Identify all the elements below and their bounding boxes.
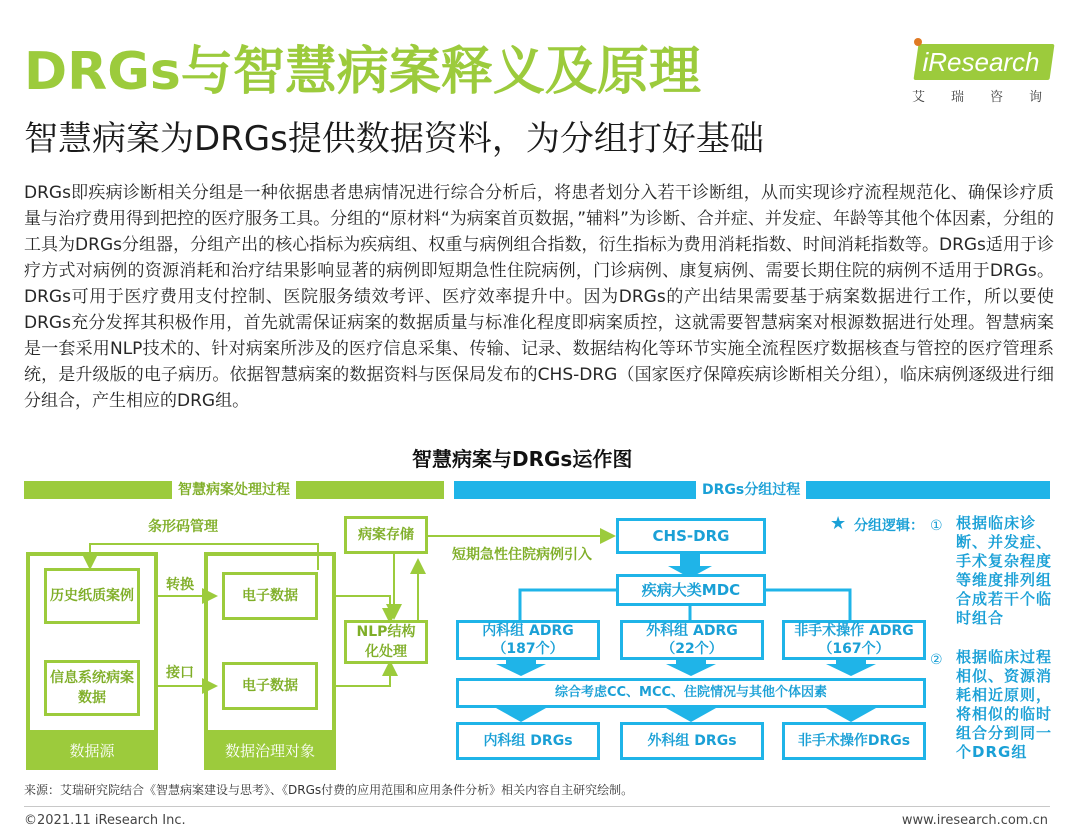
adrg-surgical-label: 外科组 ADRG [646, 623, 738, 639]
data-governance-label: 数据治理对象 [204, 730, 336, 770]
nlp-box: NLP结构化处理 [344, 620, 428, 664]
adrg-nonsurgical-label: 非手术操作 ADRG [794, 623, 914, 639]
drg-surgical-box: 外科组 DRGs [620, 722, 764, 760]
footer-divider [24, 806, 1050, 807]
copyright: ©2021.11 iResearch Inc. [24, 813, 186, 828]
page-title: DRGs与智慧病案释义及原理 [24, 42, 701, 102]
edata-box-2: 电子数据 [222, 662, 318, 710]
adrg-surgical-count: （22个） [661, 641, 723, 657]
edata2-to-nlp [336, 664, 390, 686]
source-note: 来源：艾瑞研究院结合《智慧病案建设与思考》、《DRGs付费的应用范围和应用条件分析》相关内容自主研究绘制。 [24, 783, 634, 797]
adrg-internal-box [456, 620, 600, 660]
diagram-title: 智慧病案与DRGs运作图 [412, 447, 633, 471]
logic-1-text: 根据临床诊断、并发症、手术复杂程度等维度排列组合成若干个临时组合 [956, 514, 1053, 627]
left-band-label: 智慧病案处理过程 [172, 481, 296, 499]
drg-nonsurgical-box: 非手术操作DRGs [782, 722, 926, 760]
body-paragraph: DRGs即疾病诊断相关分组是一种依据患者患病情况进行综合分析后，将患者划分入若干诊断组，从而实现诊疗流程规范化、确保诊疗质量与治疗费用得到把控的医疗服务工具。分组的“原材料“为病案首页数据，”辅料”为诊断、合并症、并发症、年龄等其他个体因素，分组的工具为DRGs分组器，分组产出的核心指标为疾病组、权重与病例组合指数，衍生指标为费用消耗指数、时间消耗指数等。DRGs适用于诊疗方式对病例的资源消耗和治疗结果影响显著的病例即短期急性住院病例，门诊病例、康复病例、需要长期住院的病例不适用于DRGs。DRGs可用于医疗费用支付控制、医院服务绩效考评、医疗效率提升中。因为DRGs的产出结果需要基于病案数据进行工作，所以要使DRGs充分发挥其积极作用，首先就需保证病案的数据质量与标准化程度即病案质控，这就需要智慧病案对根源数据进行处理。智慧病案是一套采用NLP技术的、针对病案所涉及的医疗信息采集、传输、记录、数据结构化等环节实施全流程医疗数据核查与管控的医疗管理系统，是升级版的电子病历。依据智慧病案的数据资料与医保局发布的CHS-DRG（国家医疗保障疾病诊断相关分组），临床病例逐级进行细分组合，产生相应的DRG组。 [24, 183, 1054, 411]
right-band-label: DRGs分组过程 [696, 481, 806, 499]
adrg-nonsurgical-box [782, 620, 926, 660]
drg-internal-box: 内科组 DRGs [456, 722, 600, 760]
surgical-drg-arrow [666, 708, 716, 722]
convert-label: 转换 [166, 577, 194, 593]
edata1-to-nlp [336, 596, 390, 620]
website-link[interactable]: www.iresearch.com.cn [901, 813, 1048, 828]
adrg-nonsurgical-count: （167个） [818, 641, 890, 657]
star-icon: ★ [830, 513, 847, 534]
logic-title: 分组逻辑： [854, 518, 924, 534]
comprehensive-box: 综合考虑CC、MCC、住院情况与其他个体因素 [456, 678, 926, 708]
logic-2-text: 根据临床过程相似、资源消耗相近原则，将相似的临时组合分到同一个DRG组 [956, 648, 1053, 761]
data-source-label: 数据源 [26, 730, 158, 770]
mdc-to-internal [520, 590, 616, 620]
interface-label: 接口 [166, 665, 194, 681]
logic-2-number: ② [930, 652, 943, 668]
short-term-label: 短期急性住院病例引入 [452, 547, 592, 563]
storage-box: 病案存储 [344, 516, 428, 554]
adrg-surgical-box [620, 620, 764, 660]
internal-drg-arrow [496, 708, 546, 722]
mdc-to-nonsurgical [766, 590, 850, 620]
logo-text: iResearch [922, 47, 1040, 77]
internal-down-arrow [496, 658, 546, 676]
logo-chinese-text: 艾瑞咨询 [912, 90, 1069, 105]
surgical-down-arrow [666, 658, 716, 676]
chs-drg-box: CHS-DRG [616, 518, 766, 554]
logic-1-number: ① [930, 518, 943, 534]
historical-paper-box: 历史纸质案例 [44, 568, 140, 624]
info-system-box: 信息系统病案数据 [44, 660, 140, 716]
edata-box-1: 电子数据 [222, 572, 318, 620]
adrg-internal-count: （187个） [492, 641, 564, 657]
page-subtitle: 智慧病案为DRGs提供数据资料，为分组打好基础 [24, 119, 764, 159]
adrg-internal-label: 内科组 ADRG [482, 623, 574, 639]
nonsurgical-down-arrow [826, 658, 876, 676]
mdc-box: 疾病大类MDC [616, 574, 766, 606]
barcode-label: 条形码管理 [148, 519, 218, 535]
nonsurgical-drg-arrow [826, 708, 876, 722]
